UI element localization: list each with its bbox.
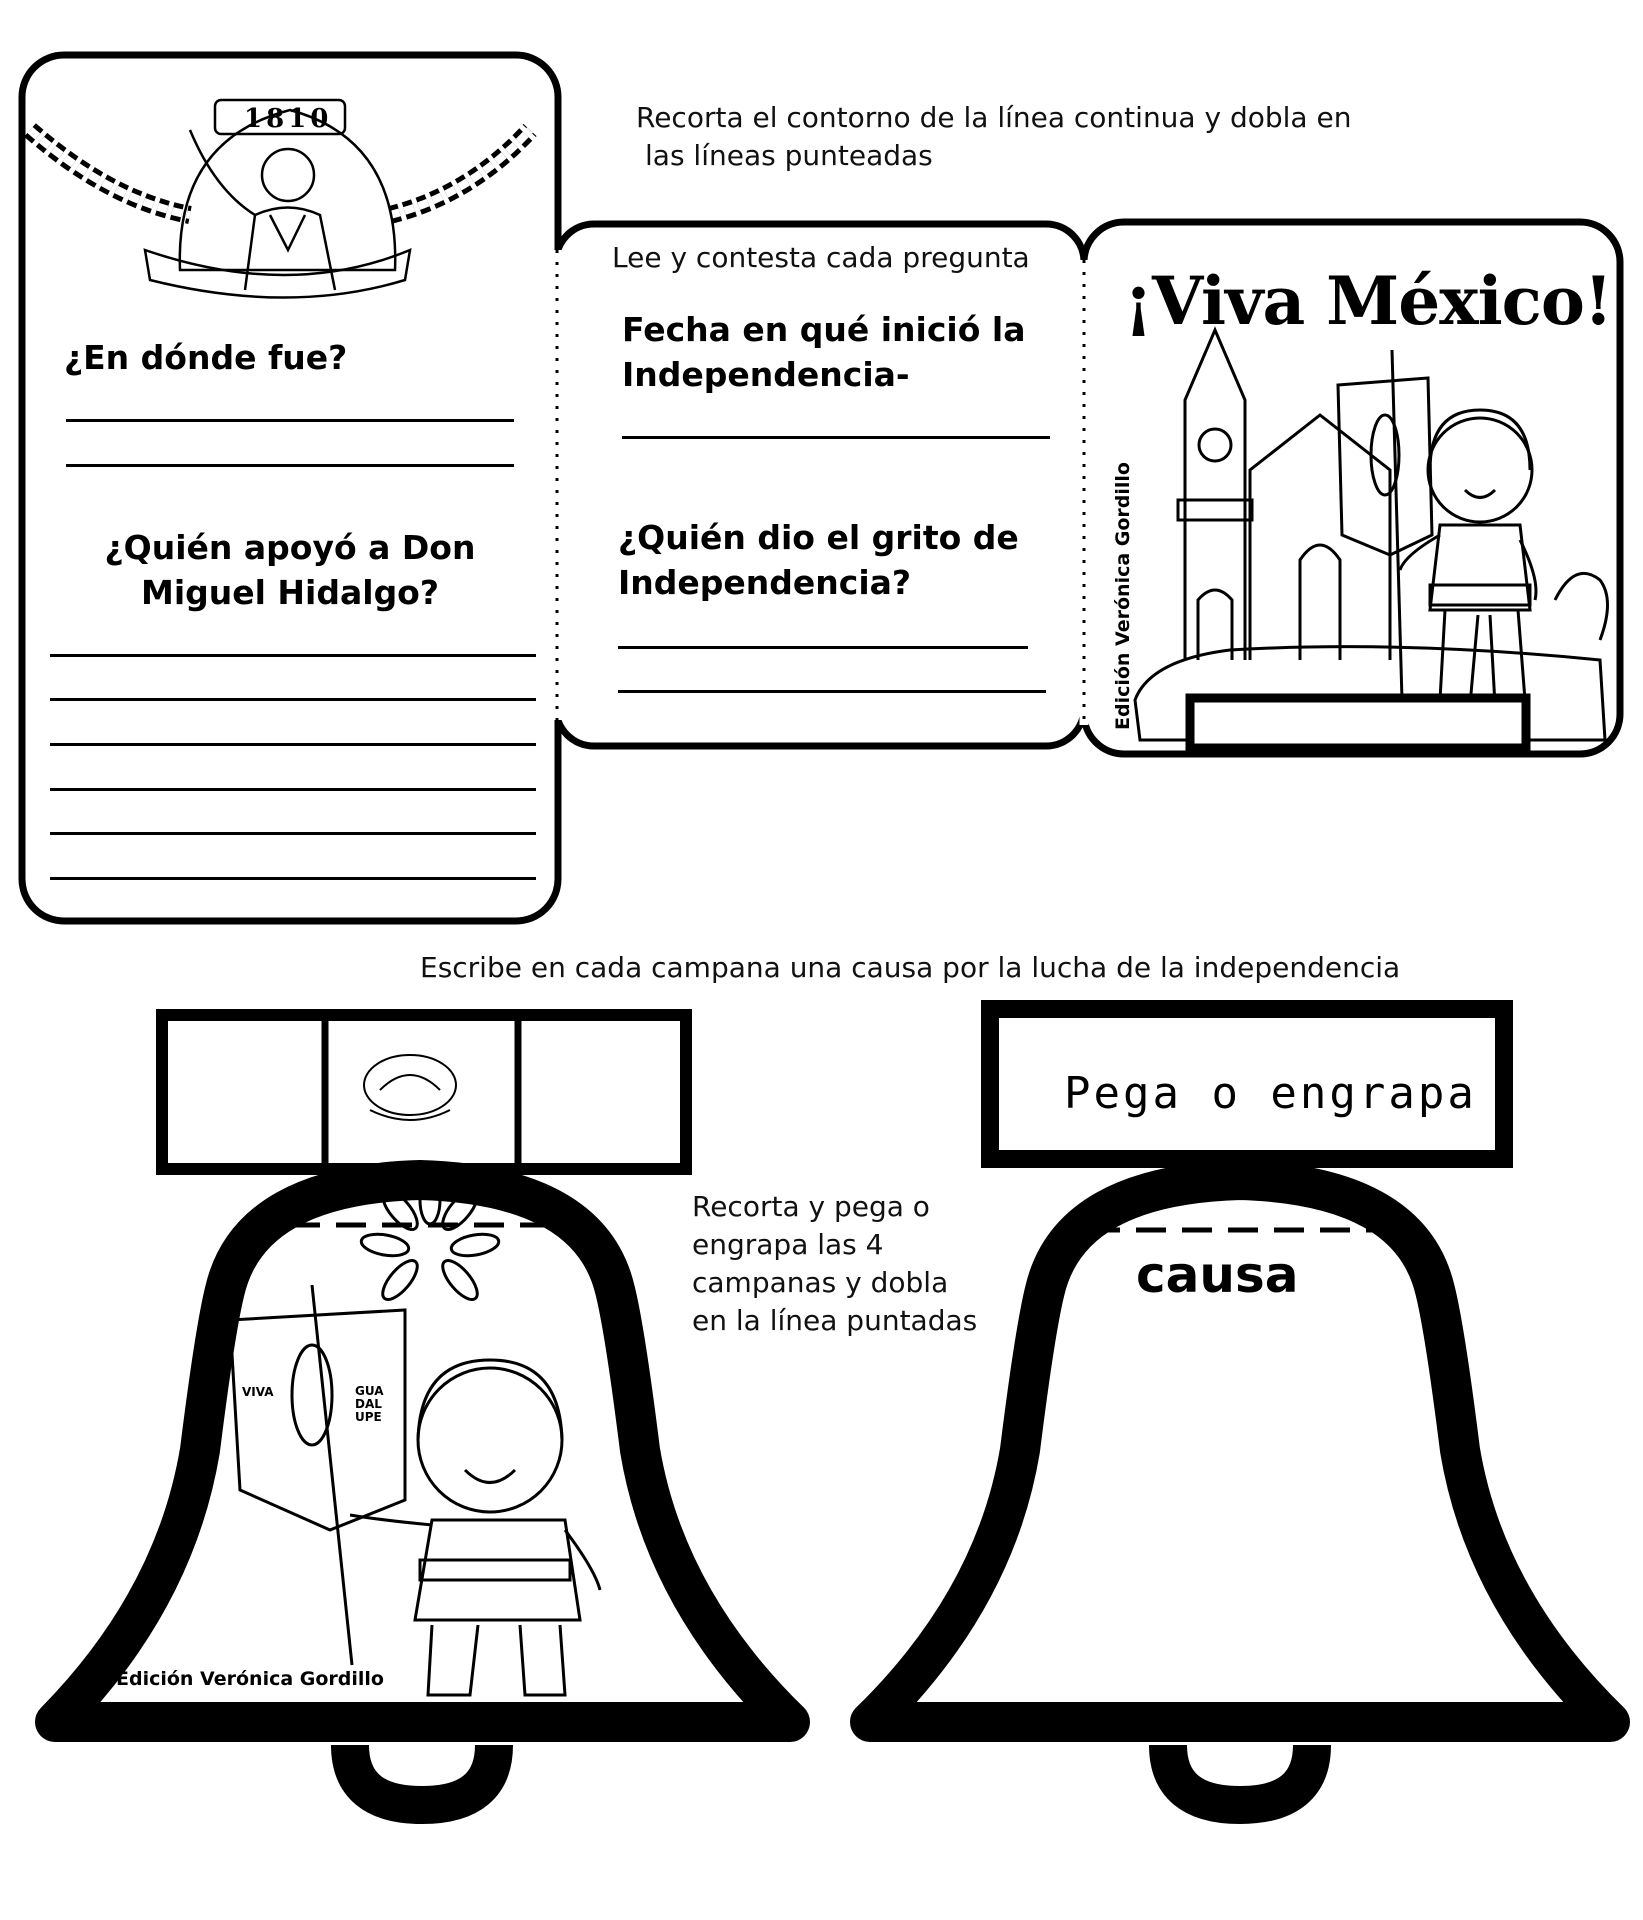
answer-line[interactable]: [50, 698, 536, 701]
answer-line[interactable]: [50, 743, 536, 746]
answer-line[interactable]: [618, 690, 1046, 693]
answer-line[interactable]: [618, 646, 1028, 649]
middle-panel-header: Lee y contesta cada pregunta: [612, 241, 1030, 274]
answer-line[interactable]: [50, 877, 536, 880]
bells-instruction: Escribe en cada campana una causa por la lucha de la independencia: [420, 951, 1401, 984]
child-with-banner-drawing: [230, 1285, 600, 1695]
side-instruction-line3: campanas y dobla: [692, 1266, 949, 1300]
answer-line[interactable]: [66, 419, 514, 422]
answer-line[interactable]: [50, 654, 536, 657]
question-where: ¿En dónde fue?: [64, 338, 348, 377]
right-panel-credit: Edición Verónica Gordillo: [1112, 462, 1134, 730]
right-panel-label-box: [1190, 698, 1526, 748]
answer-line[interactable]: [622, 436, 1050, 439]
left-bell-credit: Edición Verónica Gordillo: [116, 1668, 384, 1690]
right-bell-clapper: [1168, 1745, 1312, 1805]
question-grito: [618, 516, 1019, 605]
side-instruction-line2: engrapa las 4: [692, 1228, 884, 1262]
left-bell-clapper: [350, 1745, 494, 1805]
answer-line[interactable]: [50, 832, 536, 835]
question-who-supported-line2: Miguel Hidalgo?: [140, 572, 439, 612]
answer-line[interactable]: [66, 464, 514, 467]
banner-text-viva: VIVA: [242, 1385, 274, 1399]
question-date: [622, 308, 1025, 397]
question-grito-line2: Independencia?: [618, 562, 912, 602]
eagle-emblem: [364, 1055, 456, 1120]
side-instruction-line4: en la línea puntadas: [692, 1304, 978, 1338]
pega-o-engrapa-label: Pega o engrapa: [1064, 1068, 1477, 1119]
question-date-line2: Independencia-: [622, 354, 910, 394]
top-instruction-line2: las líneas punteadas: [645, 139, 933, 172]
side-instruction: [692, 1188, 977, 1340]
left-bell-outline: [55, 1180, 790, 1722]
question-date-line1: Fecha en qué inició la: [622, 310, 1026, 349]
side-instruction-line1: Recorta y pega o: [692, 1190, 930, 1223]
answer-line[interactable]: [50, 788, 536, 791]
flag-tab-outline: [162, 1015, 686, 1169]
church-child-illustration: [1135, 330, 1608, 740]
top-instruction-line1: Recorta el contorno de la línea continua y dobla en: [636, 101, 1352, 134]
year-1810-badge: 1810: [244, 104, 333, 134]
causa-label: causa: [1136, 1246, 1299, 1304]
question-who-supported-line1: ¿Quién apoyó a Don: [104, 528, 476, 567]
question-grito-line1: ¿Quién dio el grito de: [618, 518, 1019, 557]
middle-panel-outline: [556, 224, 1084, 746]
banner-text-guadalupe: GUA DAL UPE: [355, 1384, 384, 1425]
question-who-supported: [40, 526, 540, 615]
viva-mexico-title: ¡Viva México!: [1124, 262, 1612, 340]
